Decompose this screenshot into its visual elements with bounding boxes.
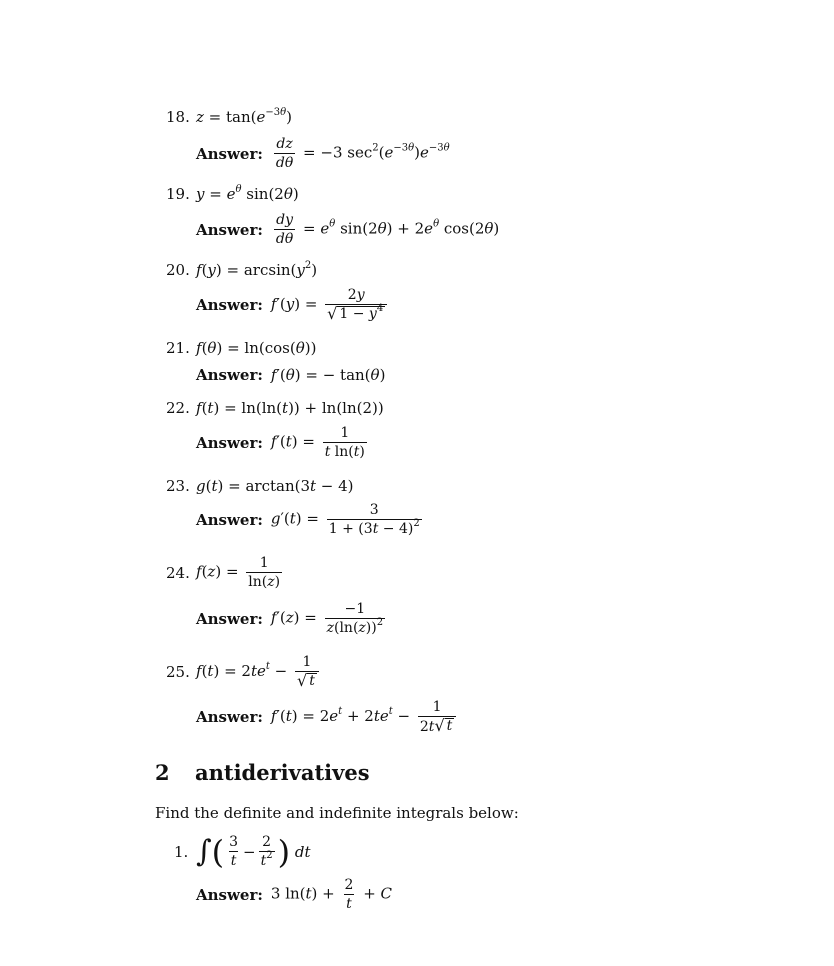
answer-label: Answer: [196, 609, 263, 628]
problem-number: 20. [166, 261, 190, 279]
problem-expression: $f(t) = 2te^t$ − 1 √ t [196, 654, 322, 690]
answer-expression: $f'(t) = 2e^t + 2te^t$ − 1 2t √ t [271, 699, 459, 735]
section-heading [155, 760, 370, 785]
section-number: 2 [155, 760, 170, 785]
problem-number: 1. [174, 842, 189, 861]
answer-expression: 3 ln(t) + $\frac{2}{t}$ + C [270, 877, 393, 912]
answer-24 [196, 601, 388, 636]
answer-label: Answer: [196, 144, 263, 163]
answer-label: Answer: [196, 885, 263, 904]
problem-expression: f(t) = ln(ln(t)) + ln(ln(2)) [196, 399, 384, 417]
problem-number: 19. [166, 185, 190, 203]
answer-22 [196, 425, 370, 460]
answer-20 [196, 287, 390, 323]
answer-expression: f′(θ) = − tan(θ) [270, 366, 386, 384]
problem-18 [166, 108, 292, 126]
problem-number: 21. [166, 339, 190, 357]
answer-expression: f′(t) = $\frac{1}{\text{t ln(t)}}$ [270, 425, 365, 460]
problem-expression: g(t) = arctan(3t − 4) [196, 477, 354, 495]
answer-expression: f′(z) = $\frac{-1}{z(\ln(z))^2}$ [270, 601, 384, 636]
problem-24 [166, 555, 285, 590]
problem-expression: f(z) = $\frac{1}{\ln(z)}$ [196, 555, 281, 590]
problem-number: 18. [166, 108, 190, 126]
answer-18 [196, 136, 450, 171]
answer-label: Answer: [196, 366, 263, 384]
answer-23 [196, 502, 425, 537]
integral-problem-1 [174, 834, 311, 869]
problem-expression: $z = \tan(e^{-3\theta})$ [196, 107, 293, 126]
problem-expression: f(θ) = ln(cos(θ)) [196, 339, 317, 357]
answer-label: Answer: [196, 708, 263, 726]
answer-expression: $\frac{dz}{d\theta}$ = −3 $\sec^2(e^{-3\theta})e^{-3\theta}$ [275, 136, 450, 171]
integral-answer-1 [196, 877, 392, 912]
problem-number: 22. [166, 399, 190, 417]
problem-number: 24. [166, 563, 190, 582]
answer-expression: f′(y) = 2y √ $1 - y^4$ [271, 287, 390, 323]
answer-expression: g′(t) = $\frac{3}{1 + (3t - 4)^2}$ [270, 502, 420, 537]
answer-19 [196, 212, 499, 247]
section-title: antiderivatives [195, 760, 370, 785]
problem-19 [166, 185, 299, 203]
answer-label: Answer: [196, 510, 263, 529]
answer-label: Answer: [196, 220, 263, 239]
problem-21 [166, 339, 316, 357]
problem-25 [166, 654, 322, 690]
problem-22 [166, 399, 384, 417]
answer-label: Answer: [196, 296, 263, 314]
problem-expression: ∫ ( $\frac{3}{t}$ − $\frac{2}{t^2}$ ) dt [196, 832, 311, 871]
section-intro: Find the definite and indefinite integrals below: [155, 804, 519, 822]
answer-label: Answer: [196, 433, 263, 452]
problem-number: 23. [166, 477, 190, 495]
answer-expression: $\frac{dy}{d\theta}$ = $e^\theta$ $\sin(2\theta) + 2e^\theta$ cos(2θ) [275, 212, 500, 247]
problem-23 [166, 477, 354, 495]
problem-number: 25. [166, 663, 190, 681]
problem-20 [166, 261, 317, 279]
problem-expression: $y = e^\theta$ sin(2θ) [196, 184, 299, 203]
problem-expression: $f(y) = \arcsin(y^2)$ [196, 260, 318, 279]
answer-21 [196, 366, 385, 384]
answer-25 [196, 699, 459, 735]
